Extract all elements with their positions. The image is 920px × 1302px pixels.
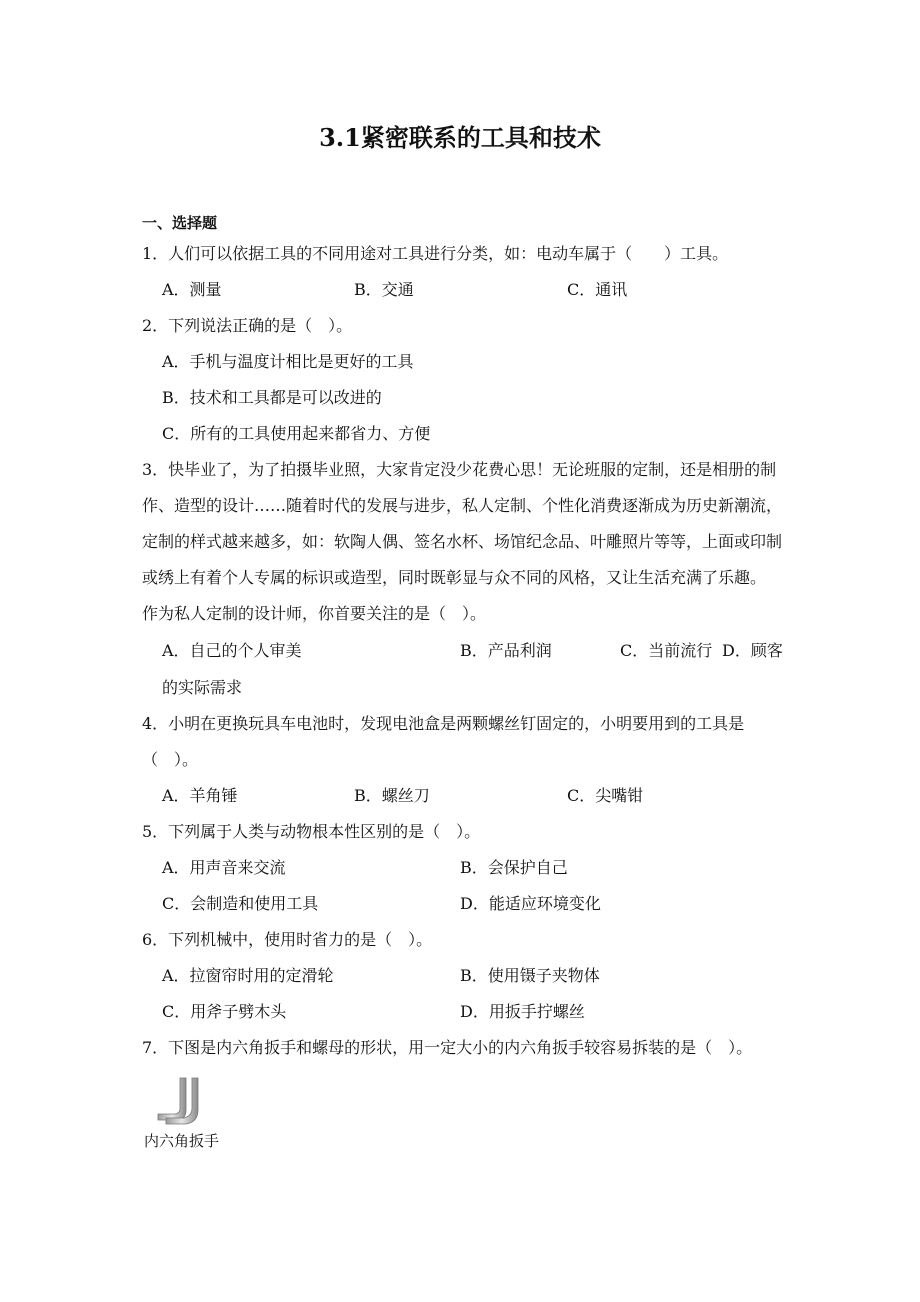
question-4-line-1: 4．小明在更换玩具车电池时，发现电池盒是两颗螺丝钉固定的，小明要用到的工具是	[142, 714, 745, 733]
question-5: 5．下列属于人类与动物根本性区别的是（ ）。	[142, 822, 481, 841]
q1-option-b: B．交通	[354, 280, 414, 299]
question-3-line-3: 定制的样式越来越多，如：软陶人偶、签名水杯、场馆纪念品、叶雕照片等等，上面或印制	[142, 532, 783, 551]
q5-option-b: B．会保护自己	[460, 858, 568, 877]
q5-option-a: A．用声音来交流	[162, 858, 286, 877]
q1-option-a: A．测量	[162, 280, 222, 299]
question-3-line-4: 或绣上有着个人专属的标识或造型，同时既彰显与众不同的风格，又让生活充满了乐趣。	[142, 568, 767, 587]
question-3-line-5: 作为私人定制的设计师，你首要关注的是（ ）。	[142, 604, 487, 623]
q2-option-c: C．所有的工具使用起来都省力、方便	[162, 424, 431, 443]
q6-option-b: B．使用镊子夹物体	[460, 966, 600, 985]
section-heading: 一、选择题	[142, 214, 218, 232]
question-4-line-2: （ ）。	[142, 750, 199, 769]
q5-option-c: C．会制造和使用工具	[162, 894, 319, 913]
q4-option-a: A．羊角锤	[162, 786, 238, 805]
q5-option-d: D．能适应环境变化	[460, 894, 601, 913]
question-3-line-2: 作、造型的设计……随着时代的发展与进步，私人定制、个性化消费逐渐成为历史新潮流，	[142, 496, 783, 515]
q2-option-a: A．手机与温度计相比是更好的工具	[162, 352, 414, 371]
question-1: 1．人们可以依据工具的不同用途对工具进行分类，如：电动车属于（ ）工具。	[142, 244, 729, 263]
q4-option-c: C．尖嘴钳	[567, 786, 644, 805]
q2-option-b: B．技术和工具都是可以改进的	[162, 388, 382, 407]
q6-option-d: D．用扳手拧螺丝	[460, 1002, 585, 1021]
q1-option-c: C．通讯	[567, 280, 628, 299]
q3-option-a: A．自己的个人审美	[162, 641, 302, 660]
page-title: 3.1紧密联系的工具和技术	[319, 123, 601, 152]
figure-caption: 内六角扳手	[144, 1132, 220, 1150]
q3-option-c: C．当前流行	[620, 641, 713, 660]
question-2: 2．下列说法正确的是（ ）。	[142, 316, 353, 335]
question-3-line-1: 3．快毕业了，为了拍摄毕业照，大家肯定没少花费心思！无论班服的定制，还是相册的制	[142, 460, 777, 479]
q4-option-b: B．螺丝刀	[354, 786, 430, 805]
q3-option-d-continued: 的实际需求	[162, 678, 243, 697]
q3-option-b: B．产品利润	[460, 641, 552, 660]
question-6: 6．下列机械中，使用时省力的是（ ）。	[142, 930, 433, 949]
q6-option-c: C．用斧子劈木头	[162, 1002, 287, 1021]
q6-option-a: A．拉窗帘时用的定滑轮	[162, 966, 334, 985]
hex-key-figure	[142, 1074, 232, 1154]
q3-option-d: D．顾客	[722, 641, 783, 660]
question-7: 7．下图是内六角扳手和螺母的形状，用一定大小的内六角扳手较容易拆装的是（ ）。	[142, 1038, 753, 1057]
